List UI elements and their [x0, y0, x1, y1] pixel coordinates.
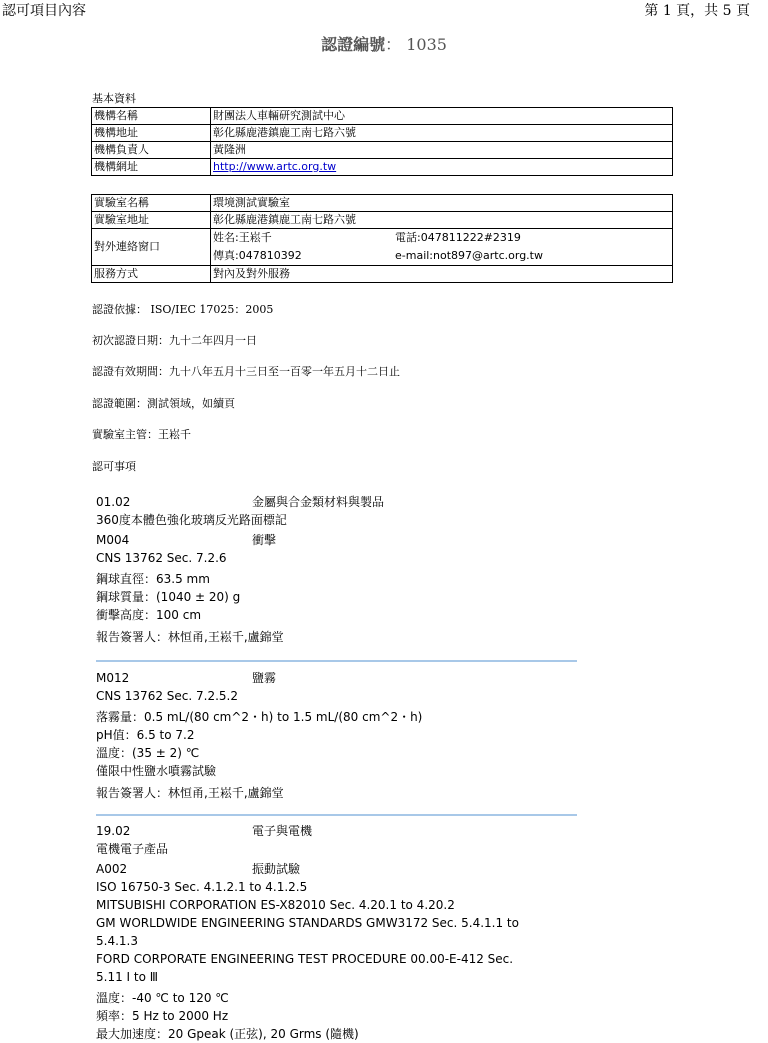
table-key: 機構地址 [92, 125, 211, 142]
method-param: 溫度：-40 ℃ to 120 ℃ [96, 991, 229, 1005]
lab-supervisor: 實驗室主管：王崧千 [92, 428, 191, 441]
method-param: 衝擊高度：100 cm [96, 608, 202, 622]
table-row [92, 229, 673, 266]
table-value: 環境測試實驗室 [211, 195, 673, 212]
table-value: 彰化縣鹿港鎮鹿工南七路六號 [211, 125, 673, 142]
method-standard: ISO 16750-3 Sec. 4.1.2.1 to 4.1.2.5 [96, 880, 308, 894]
method-standard: 5.11 I to Ⅲ [96, 970, 159, 984]
method-param: 鋼球質量：(1040 ± 20) g [96, 590, 241, 604]
report-signers: 報告簽署人：林恒甬,王崧千,盧錦堂 [96, 630, 284, 644]
method-param: 溫度：(35 ± 2) ℃ [96, 746, 200, 760]
report-signers: 報告簽署人：林恒甬,王崧千,盧錦堂 [96, 786, 284, 800]
table-key: 實驗室名稱 [92, 195, 211, 212]
method-standard: CNS 13762 Sec. 7.2.5.2 [96, 689, 238, 703]
page-number: 第 1 頁，共 5 頁 [644, 3, 750, 19]
table-value: 黃隆洲 [211, 142, 673, 159]
item-code: 19.02 [96, 824, 131, 838]
lab-info-table [91, 194, 673, 283]
contact-email: e-mail:not897@artc.org.tw [395, 249, 543, 262]
table-value: 彰化縣鹿港鎮鹿工南七路六號 [211, 212, 673, 229]
table-row [92, 142, 673, 159]
method-name: 振動試驗 [252, 862, 301, 876]
method-name: 衝擊 [252, 533, 277, 547]
item-category: 電子與電機 [252, 824, 313, 838]
method-code: M004 [96, 533, 130, 547]
accredited-item [96, 493, 384, 646]
table-key: 機構網址 [92, 159, 211, 176]
table-row [92, 159, 673, 176]
table-key: 服務方式 [92, 266, 211, 283]
accreditation-scope: 認證範圍：測試領域，如續頁 [92, 397, 235, 410]
method-param: 頻率：5 Hz to 2000 Hz [96, 1009, 229, 1023]
accreditation-basis [92, 301, 273, 317]
basic-info-table [91, 107, 673, 176]
table-row [92, 266, 673, 283]
basis-label: 認證依據： [92, 303, 147, 316]
method-param: pH值：6.5 to 7.2 [96, 728, 195, 742]
table-row [92, 108, 673, 125]
method-code: A002 [96, 862, 128, 876]
table-value: 財團法人車輛研究測試中心 [211, 108, 673, 125]
table-row [92, 212, 673, 229]
basic-info-title: 基本資料 [92, 92, 136, 105]
method-note: 僅限中性鹽水噴霧試驗 [96, 764, 217, 778]
contact-fax: 傳真:047810392 [213, 249, 302, 262]
table-key: 機構負責人 [92, 142, 211, 159]
first-accreditation-date: 初次認證日期：九十二年四月一日 [92, 334, 257, 347]
table-key: 對外連絡窗口 [92, 229, 211, 266]
method-standard: FORD CORPORATE ENGINEERING TEST PROCEDURE 00.00-E-412 Sec. [96, 952, 514, 966]
divider [96, 660, 577, 662]
item-category: 金屬與合金類材料與製品 [252, 495, 385, 509]
method-standard: GM WORLDWIDE ENGINEERING STANDARDS GMW3172 Sec. 5.4.1.1 to [96, 916, 519, 930]
certificate-label: 認證編號 [321, 35, 386, 54]
contact-tel: 電話:047811222#2319 [395, 231, 521, 244]
item-product: 電機電子產品 [96, 842, 169, 856]
page-header-title: 認可項目內容 [2, 3, 86, 19]
divider [96, 814, 577, 816]
accredited-item [96, 669, 422, 802]
method-param: 落霧量：0.5 mL/(80 cm^2・h) to 1.5 mL/(80 cm^2・h) [96, 710, 423, 724]
method-name: 鹽霧 [252, 671, 277, 685]
method-param: 最大加速度：20 Gpeak (正弦), 20 Grms (隨機) [96, 1027, 359, 1041]
item-code: 01.02 [96, 495, 131, 509]
table-value: 對內及對外服務 [211, 266, 673, 283]
accredited-items-title: 認可事項 [92, 460, 136, 473]
method-standard: CNS 13762 Sec. 7.2.6 [96, 551, 227, 565]
method-standard: 5.4.1.3 [96, 934, 138, 948]
accredited-item [96, 822, 519, 1043]
website-link[interactable]: http://www.artc.org.tw [213, 160, 337, 173]
contact-name: 姓名:王崧千 [213, 231, 272, 244]
method-param: 鋼球直徑：63.5 mm [96, 572, 210, 586]
method-standard: MITSUBISHI CORPORATION ES-X82010 Sec. 4.20.1 to 4.20.2 [96, 898, 455, 912]
table-row [92, 125, 673, 142]
basis-value: ISO/IEC 17025：2005 [150, 303, 274, 316]
item-product: 360度本體色強化玻璃反光路面標記 [96, 513, 287, 527]
validity-period: 認證有效期間：九十八年五月十三日至一百零一年五月十二日止 [92, 365, 400, 378]
certificate-value: 1035 [406, 35, 447, 54]
certificate-number [0, 32, 768, 55]
contact-cell [211, 229, 673, 266]
table-key: 實驗室地址 [92, 212, 211, 229]
table-row [92, 195, 673, 212]
certificate-sep: ： [385, 35, 402, 54]
table-key: 機構名稱 [92, 108, 211, 125]
method-code: M012 [96, 671, 130, 685]
